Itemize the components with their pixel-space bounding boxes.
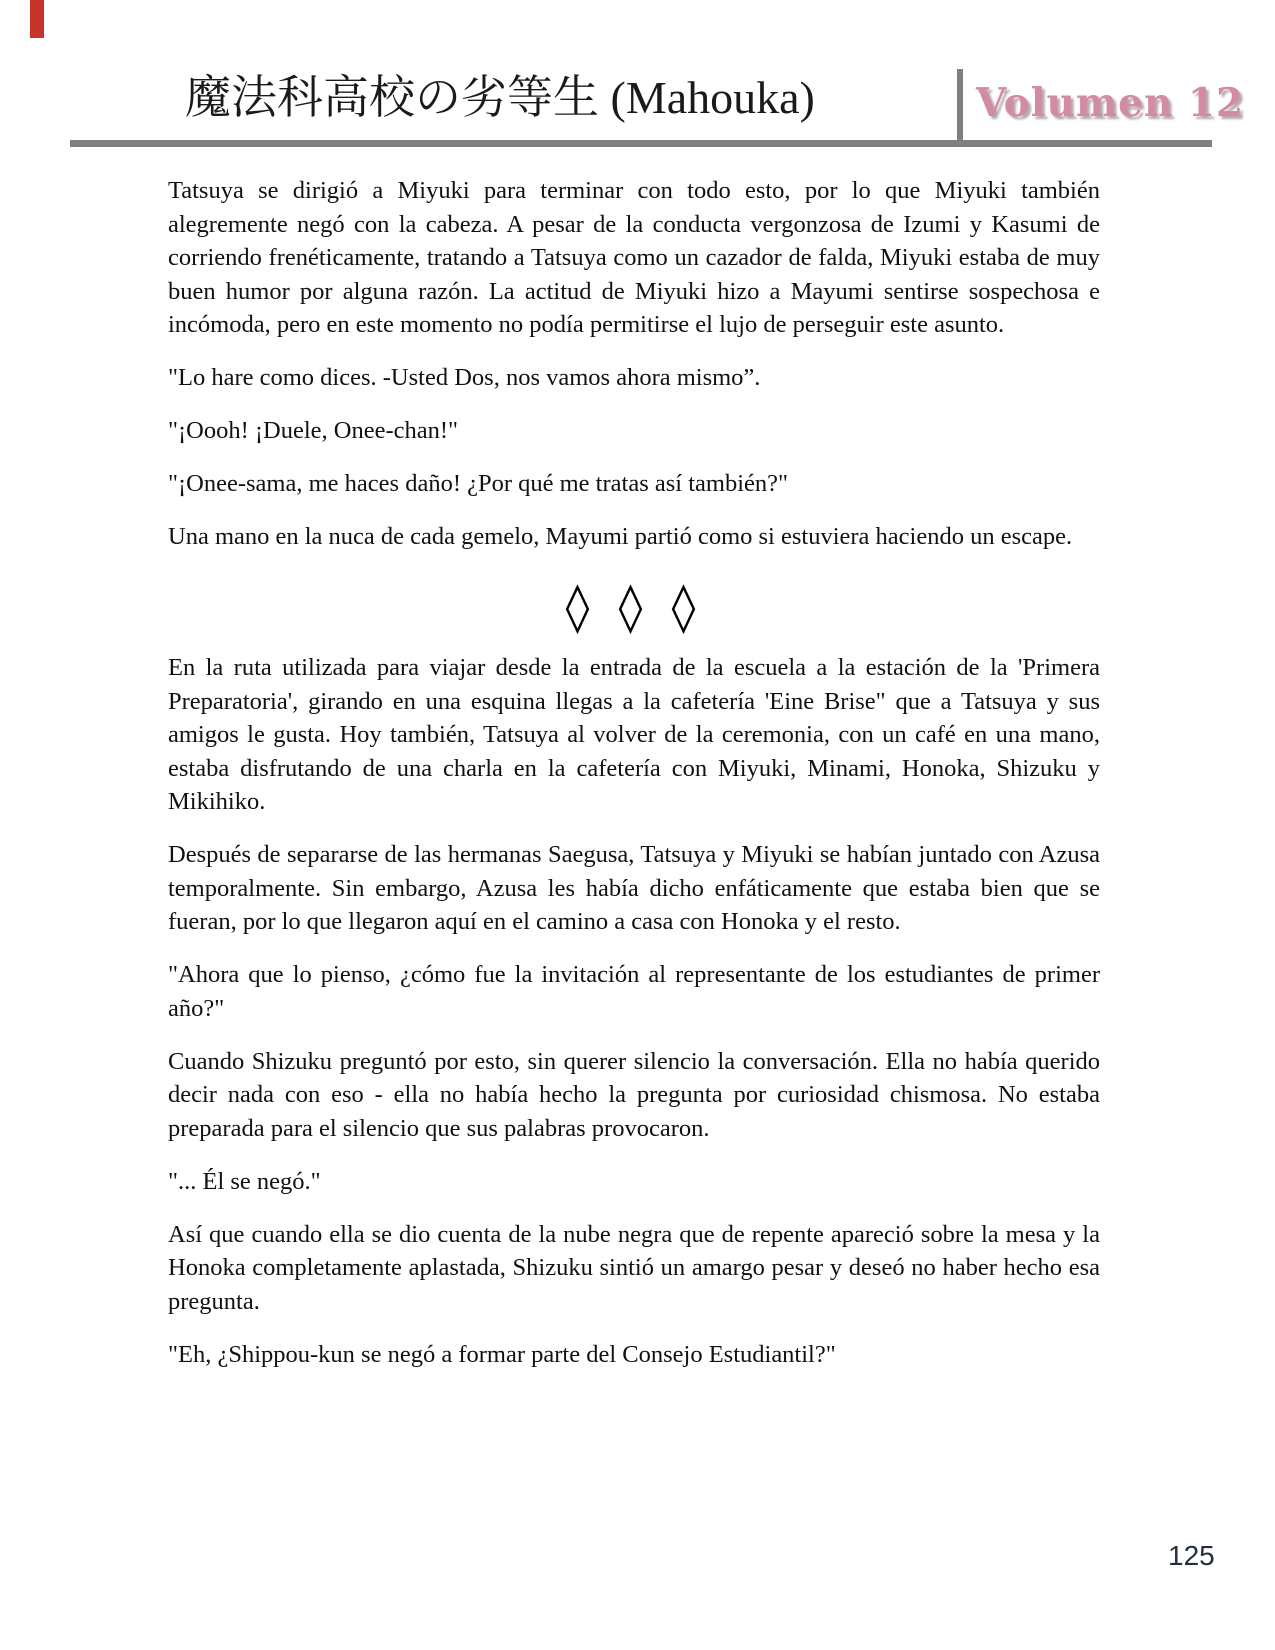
- paragraph: Una mano en la nuca de cada gemelo, Mayumi partió como si estuviera haciendo un escape.: [168, 523, 1073, 550]
- paragraph: "... Él se negó.": [168, 1167, 321, 1195]
- header-rule: [70, 140, 1212, 147]
- paragraph: "Ahora que lo pienso, ¿cómo fue la invitación al representante de los estudiantes de primer año?": [168, 961, 1100, 1022]
- page-number: 125: [1168, 1540, 1215, 1571]
- paragraph: Así que cuando ella se dio cuenta de la nube negra que de repente apareció sobre la mesa y la Honoka completamente aplastada, Shizuku sintió un amargo pesar y deseó no haber hecho esa pregunta.: [168, 1220, 1100, 1315]
- paragraph: Tatsuya se dirigió a Miyuki para terminar con todo esto, por lo que Miyuki también alegremente negó con la cabeza. A pesar de la conducta vergonzosa de Izumi y Kasumi de corriendo frenéticamente, tratando a Tatsuya como un cazador de falda, Miyuki estaba de muy buen humor por alguna razón. La actitud de Miyuki hizo a Mayumi sentirse sospechosa e incómoda, pero en este momento no podía permitirse el lujo de perseguir este asunto.: [168, 177, 1100, 338]
- paragraph: Después de separarse de las hermanas Saegusa, Tatsuya y Miyuki se habían juntado con Azusa temporalmente. Sin embargo, Azusa les había dicho enfáticamente que estaba bien que se fueran, por lo que llegaron aquí en el camino a casa con Honoka y el resto.: [168, 841, 1100, 935]
- page-title: 魔法科高校の劣等生 (Mahouka): [185, 72, 815, 123]
- paragraph: "¡Oooh! ¡Duele, Onee-chan!": [168, 417, 459, 444]
- paragraph: En la ruta utilizada para viajar desde la entrada de la escuela a la estación de la 'Primera Preparatoria', girando en una esquina llegas a la cafetería 'Eine Brise" que a Tatsuya y sus amigos le gusta. Hoy también, Tatsuya al volver de la ceremonia, con un café en una mano, estaba disfrutando de una charla en la cafetería con Miyuki, Minami, Honoka, Shizuku y Mikihiko.: [168, 654, 1100, 815]
- volume-label: Volumen 12: [976, 80, 1245, 126]
- header-divider-vertical: [957, 69, 963, 147]
- paragraph: "Lo hare como dices. -Usted Dos, nos vamos ahora mismo”.: [168, 364, 761, 391]
- paragraph: Cuando Shizuku preguntó por esto, sin querer silencio la conversación. Ella no había querido decir nada con eso - ella no había hecho la pregunta por curiosidad chismosa. No estaba preparada para el silencio que sus palabras provocaron.: [168, 1047, 1100, 1142]
- paragraph: "¡Onee-sama, me haces daño! ¿Por qué me tratas así también?": [168, 470, 789, 497]
- body-text: [168, 174, 1100, 1391]
- paragraph: "Eh, ¿Shippou-kun se negó a formar parte del Consejo Estudiantil?": [168, 1340, 836, 1368]
- red-bookmark-mark: [30, 0, 44, 38]
- section-separator: ◊ ◊ ◊: [565, 579, 703, 635]
